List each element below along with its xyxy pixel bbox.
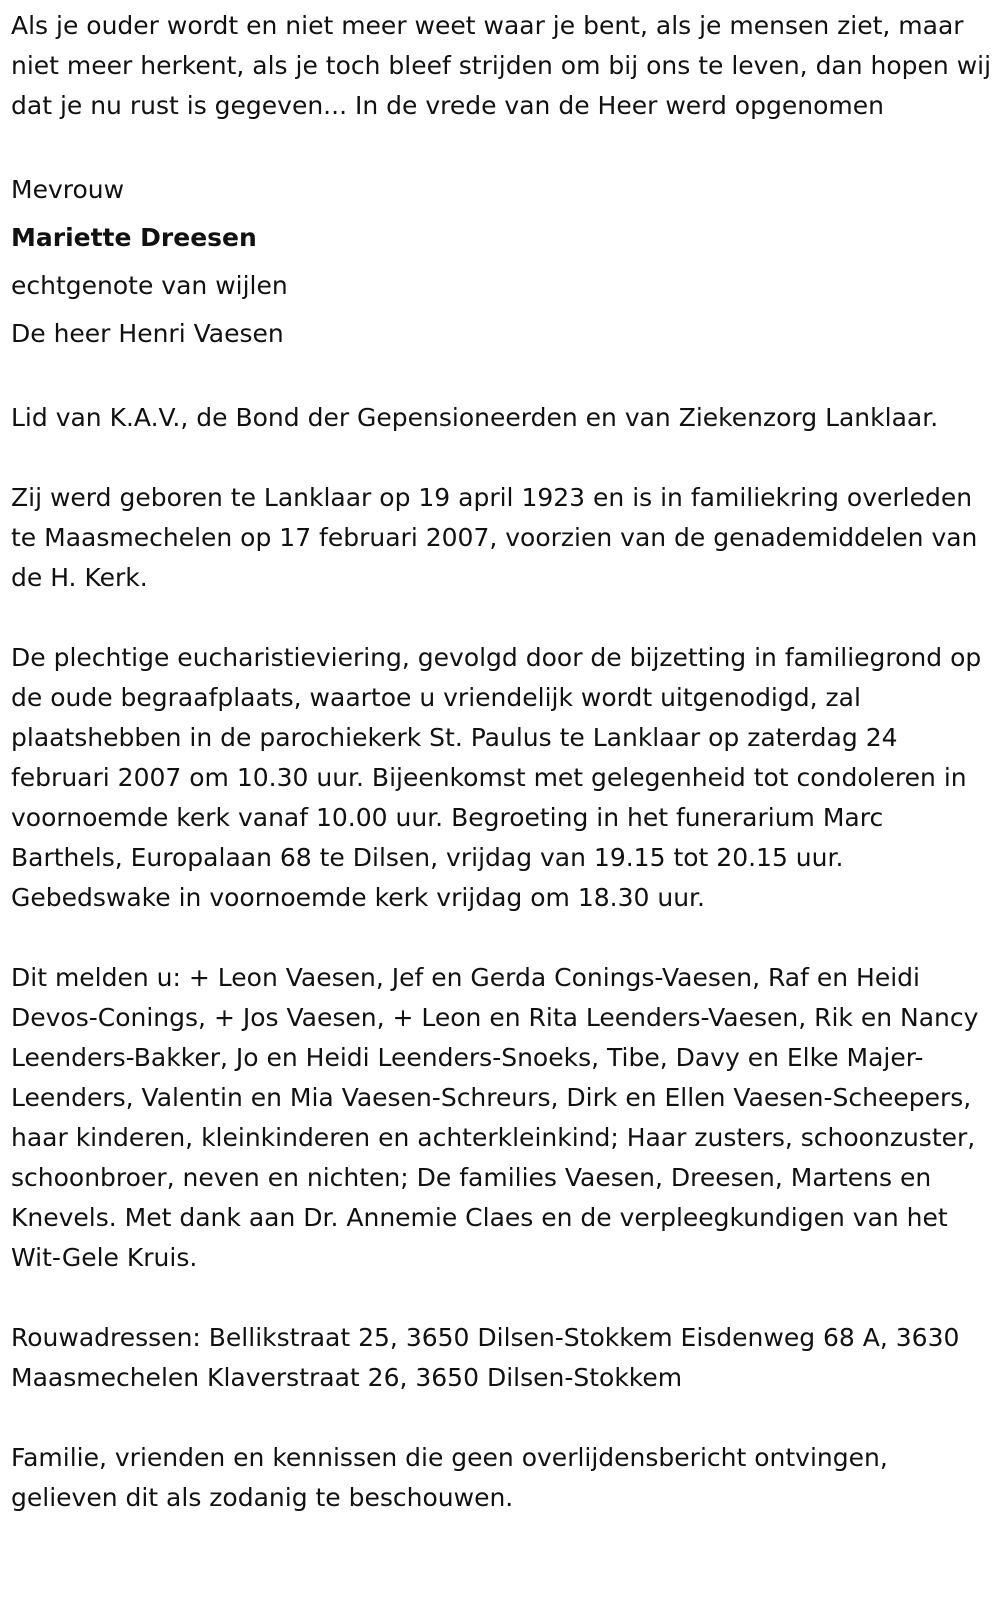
intro-paragraph: Als je ouder wordt en niet meer weet waar je bent, als je mensen ziet, maar niet meer herkent, als je toch bleef strijden om bij ons te leven, dan hopen wij dat je nu rust is gegeven... In de vrede van de Heer werd opgenomen xyxy=(11,11,992,120)
spacer xyxy=(11,358,996,398)
spacer xyxy=(11,438,996,478)
spacer xyxy=(11,918,996,958)
deceased-name: Mariette Dreesen xyxy=(11,223,257,252)
spacer xyxy=(11,126,996,166)
addresses-paragraph: Rouwadressen: Bellikstraat 25, 3650 Dilsen-Stokkem Eisdenweg 68 A, 3630 Maasmechelen Klaverstraat 26, 3650 Dilsen-Stokkem xyxy=(11,1323,960,1392)
family-paragraph: Dit melden u: + Leon Vaesen, Jef en Gerda Conings-Vaesen, Raf en Heidi Devos-Conings, + Jos Vaesen, + Leon en Rita Leenders-Vaesen, Rik en Nancy Leenders-Bakker, Jo en Heidi Leenders-Snoeks, Tibe, Davy en Elke Majer-Leenders, Valentin en Mia Vaesen-Schreurs, Dirk en Ellen Vaesen-Scheepers, haar kinderen, kleinkinderen en achterkleinkind; Haar zusters, schoonzuster, schoonbroer, neven en nichten; De families Vaesen, Dreesen, Martens en Knevels. Met dank aan Dr. Annemie Claes en de verpleegkundigen van het Wit-Gele Kruis. xyxy=(11,963,979,1272)
spouse-name: De heer Henri Vaesen xyxy=(11,319,284,348)
spacer xyxy=(11,1278,996,1318)
spacer xyxy=(11,1398,996,1438)
ceremony-paragraph: De plechtige eucharistieviering, gevolgd door de bijzetting in familiegrond op de oude begraafplaats, waartoe u vriendelijk wordt uitgenodigd, zal plaatshebben in de parochiekerk St. Paulus te Lanklaar op zaterdag 24 februari 2007 om 10.30 uur. Bijeenkomst met gelegenheid tot condoleren in voornoemde kerk vanaf 10.00 uur. Begroeting in het funerarium Marc Barthels, Europalaan 68 te Dilsen, vrijdag van 19.15 tot 20.15 uur. Gebedswake in voornoemde kerk vrijdag om 18.30 uur. xyxy=(11,643,982,912)
relation-line: echtgenote van wijlen xyxy=(11,271,288,300)
salutation: Mevrouw xyxy=(11,175,125,204)
spacer xyxy=(11,598,996,638)
obituary-text xyxy=(11,6,996,1518)
birth-death-paragraph: Zij werd geboren te Lanklaar op 19 april 1923 en is in familiekring overleden te Maasmechelen op 17 februari 2007, voorzien van de genademiddelen van de H. Kerk. xyxy=(11,483,978,592)
closing-paragraph: Familie, vrienden en kennissen die geen overlijdensbericht ontvingen, gelieven dit als zodanig te beschouwen. xyxy=(11,1443,888,1512)
membership-paragraph: Lid van K.A.V., de Bond der Gepensioneerden en van Ziekenzorg Lanklaar. xyxy=(11,403,939,432)
